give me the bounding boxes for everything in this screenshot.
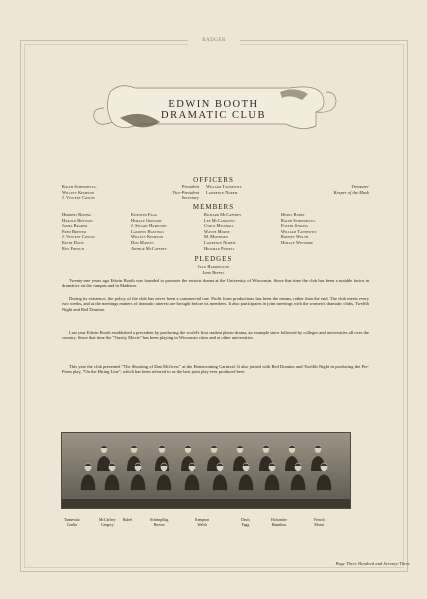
member-name: Lee McCandless: [204, 217, 235, 223]
member-name: Richard McCaffrey: [204, 212, 242, 217]
members-column-1: [62, 212, 95, 251]
caption-top: Holcombe: [271, 518, 287, 522]
member-name: Lawrence Norem: [204, 239, 236, 245]
member-name: Willett Kempton: [131, 234, 164, 240]
member-name: Rodney Welsh: [281, 234, 309, 240]
members-column-2: [131, 212, 167, 251]
officers-right-roles: [286, 184, 369, 195]
member-name: Kenneth Fagg: [131, 212, 158, 217]
member-name: Fred Brewer: [62, 228, 86, 234]
member-name: Don Marvin: [131, 239, 154, 245]
caption-top: Kempton: [195, 518, 210, 522]
photo-caption: [195, 518, 209, 527]
member-name: William Tannewitz: [281, 228, 317, 234]
caption-bottom: Welsh: [197, 522, 207, 527]
member-name: Ralph Scheinpflug: [281, 217, 316, 223]
officers-left-names: [62, 184, 97, 201]
officers-left-roles: [125, 184, 199, 201]
officer-role: Vice-President: [172, 189, 199, 195]
member-name: Hickman Powell: [204, 245, 235, 251]
officer-name: William Tannewitz: [206, 184, 242, 189]
photo-caption: [99, 518, 116, 527]
caption-bottom: Rubel: [123, 518, 133, 522]
photo-floor: [62, 499, 350, 508]
caption-top: Tannewitz: [64, 518, 80, 522]
history-paragraph-1: Twenty-one years ago Edwin Booth was founded to promote the serious drama at the University of Wisconsin. Since that time the club has been a notable factor in dramatics on the campus and in Madison.: [62, 278, 369, 289]
pledge-name: Jack Harrington: [197, 264, 230, 269]
photo-caption: [314, 518, 325, 527]
member-name: Keith Davis: [62, 239, 84, 245]
caption-bottom: Conlin: [66, 522, 78, 527]
officer-role: President: [181, 184, 199, 189]
member-name: Horace Wetmore: [281, 239, 314, 245]
photo-caption: [241, 518, 250, 527]
officer-role: Treasurer: [351, 184, 369, 189]
members-column-3: [204, 212, 241, 251]
member-name: Arthur McCaffrey: [131, 245, 167, 251]
member-name: Cyrus Minshall: [204, 223, 234, 229]
pledge-name: John Beffel: [202, 269, 225, 275]
officer-name: Ralph Scheinpflug: [62, 184, 97, 189]
badger-crest: BADGER: [188, 34, 240, 48]
members-heading: MEMBERS: [192, 203, 235, 211]
page-number-footer: Page Three Hundred and Seventy-Three: [335, 561, 410, 566]
officers-right-names: [206, 184, 242, 195]
officer-name: Lawrence Norem: [206, 189, 238, 195]
officer-role: Secretary: [181, 195, 199, 201]
member-name: Herbert Boning: [62, 212, 92, 217]
member-name: Laurens Hastings: [131, 228, 165, 234]
members-column-4: [281, 212, 317, 246]
photo-caption: [150, 518, 168, 527]
caption-top: McCaffrey: [99, 518, 116, 522]
caption-bottom: Brewer: [153, 522, 165, 527]
pledges-list: [0, 264, 427, 275]
member-name: Horace Gregory: [131, 217, 163, 223]
caption-bottom: Fagg: [241, 522, 250, 527]
member-name: Roy French: [62, 245, 84, 251]
photo-caption: [123, 518, 132, 523]
officer-name: J. Vincent Conlin: [62, 195, 95, 201]
history-paragraph-2: During its existence, the policy of the club has never been a commercial one. Profit from productions has been the means, rather than the end. The club meets every two weeks, and at the meetings matters of dramatic interest are brought before its members. It also participates in joint meetings with the women's dramatic clubs, Twelfth Night and Red Domino.: [62, 296, 369, 312]
caption-top: French: [314, 518, 325, 522]
pledges-heading: PLEDGES: [194, 255, 233, 263]
member-name: Foster Strong: [281, 223, 308, 229]
officer-name: Willett Kempton: [62, 189, 95, 195]
photo-caption: [64, 518, 80, 527]
member-name: Harold Bentson: [62, 217, 93, 223]
club-group-photo: [61, 432, 351, 509]
member-name: J. Vincent Conlin: [62, 234, 95, 240]
member-name: M. Monfried: [204, 234, 228, 240]
member-name: Henry Rubel: [281, 212, 305, 217]
caption-top: Scheinpflug: [150, 518, 169, 522]
member-name: Wayne Morse: [204, 228, 230, 234]
caption-top: Davis: [241, 518, 250, 522]
page-title-line1: EDWIN BOOTH: [168, 99, 259, 110]
history-paragraph-4: This year the club presented "The Shooting of Dan McGrew" at the Homecoming Carnival. It also joined with Red Domino and Twelfth Night in producing the Pre-Prom play, "On the Hiring Line", which has been referred to as the best joint play ever produced here.: [62, 364, 369, 375]
member-name: J. Stuart Hamilton: [131, 223, 167, 229]
photo-caption: [271, 518, 287, 527]
caption-bottom: Morse: [314, 522, 325, 527]
page-title-line2: DRAMATIC CLUB: [161, 110, 266, 121]
history-paragraph-3: Last year Edwin Booth established a precedent by producing the world's first student photo-drama, an example since followed by colleges and universities all over the country. Since that time the "Varsity Movie" has been playing in Wisconsin cities and at other universities.: [62, 330, 369, 341]
caption-bottom: Hamilton: [271, 522, 287, 527]
officers-heading: OFFICERS: [193, 176, 234, 184]
officer-role: Keeper of the Mask: [333, 189, 369, 195]
caption-bottom: Gregory: [100, 522, 114, 527]
member-name: James Brader: [62, 223, 88, 229]
